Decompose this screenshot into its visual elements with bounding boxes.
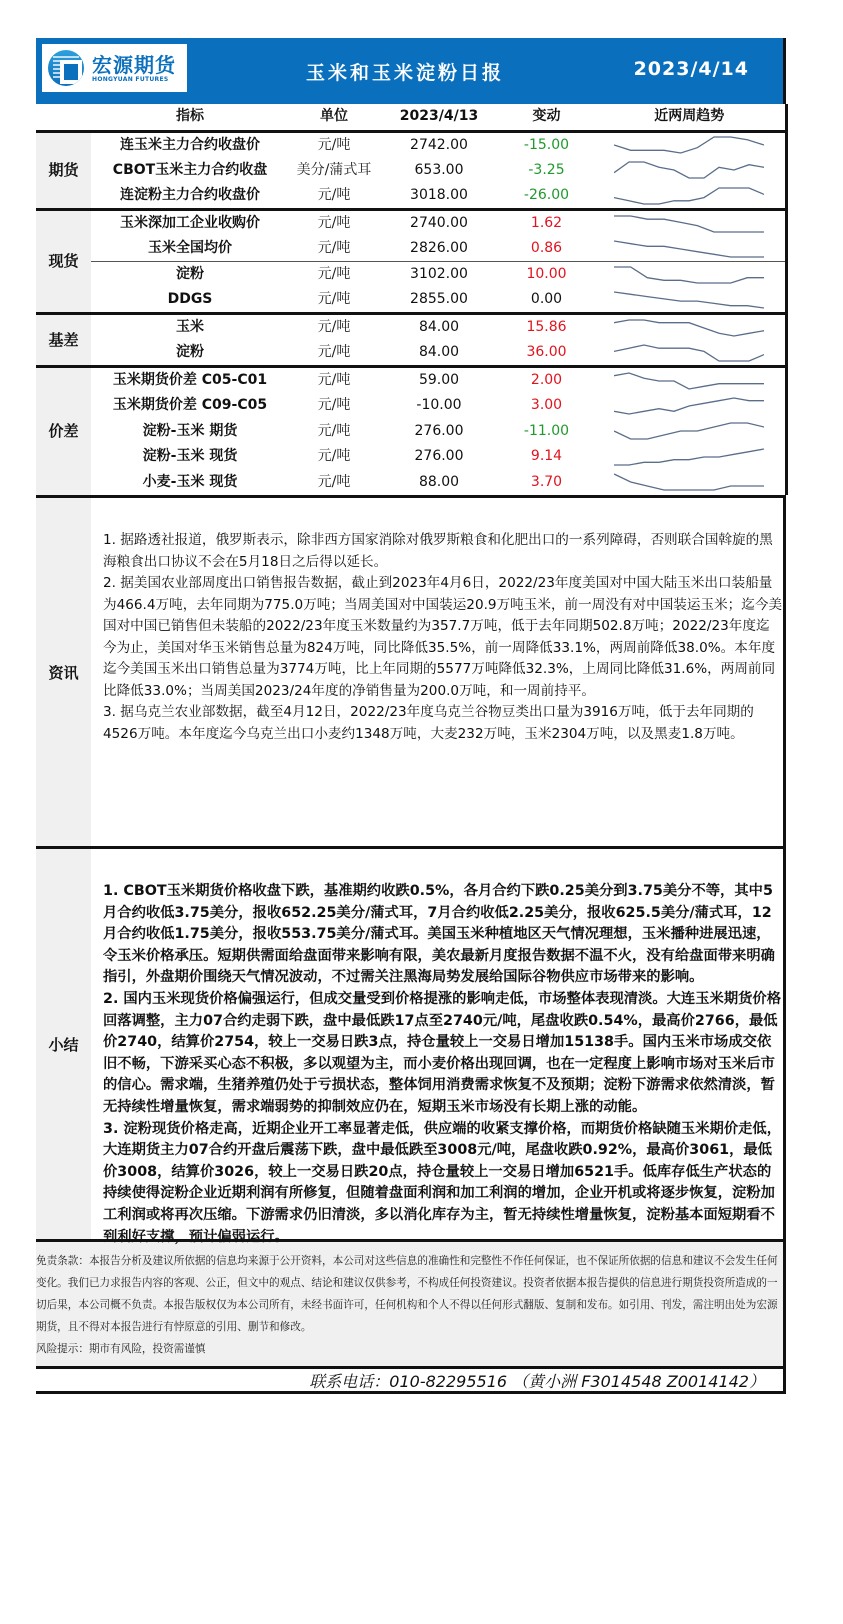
unit: 元/吨 bbox=[317, 422, 351, 439]
indicator-name: 小麦-玉米 现货 bbox=[142, 473, 238, 490]
category-label: 价差 bbox=[36, 367, 91, 496]
contact-line: 联系电话：010-82295516 （黄小洲 F3014548 Z0014142） bbox=[36, 1366, 786, 1394]
indicator-name: 玉米期货价差 C09-C05 bbox=[112, 397, 268, 414]
trend-sparkline bbox=[594, 287, 786, 314]
change-value: 3.00 bbox=[530, 397, 563, 414]
value: 2826.00 bbox=[410, 240, 468, 256]
change-value: 9.14 bbox=[530, 448, 563, 465]
table-row bbox=[36, 236, 786, 262]
col-change: 变动 bbox=[499, 104, 594, 131]
table-row bbox=[36, 419, 786, 445]
value: 3018.00 bbox=[410, 187, 468, 203]
change-value: 0.86 bbox=[530, 240, 563, 256]
news-item: 1. 据路透社报道，俄罗斯表示，除非西方国家消除对俄罗斯粮食和化肥出口的一系列障碍，否则联合国斡旋的黑海粮食出口协议不会在5月18日之后得以延长。 bbox=[103, 532, 773, 570]
table-row bbox=[36, 287, 786, 314]
indicator-name: CBOT玉米主力合约收盘 bbox=[112, 161, 268, 178]
table-row bbox=[36, 393, 786, 419]
change-value: -26.00 bbox=[523, 187, 570, 203]
change-value: 36.00 bbox=[526, 344, 567, 360]
trend-sparkline bbox=[594, 367, 786, 394]
change-value: 2.00 bbox=[499, 367, 594, 394]
value: 276.00 bbox=[414, 448, 464, 465]
unit: 元/吨 bbox=[289, 210, 379, 237]
sparkline-chart bbox=[614, 289, 764, 311]
unit: 元/吨 bbox=[289, 367, 379, 394]
unit: 元/吨 bbox=[317, 240, 351, 256]
indicator-table bbox=[36, 104, 788, 495]
sparkline-chart bbox=[614, 238, 764, 260]
trend-sparkline bbox=[594, 314, 786, 341]
logo-name-cn: 宏源期货 bbox=[92, 52, 176, 77]
unit: 美分/蒲式耳 bbox=[296, 161, 372, 178]
change-value: 10.00 bbox=[499, 262, 594, 288]
col-indicator: 指标 bbox=[91, 104, 289, 131]
summary-item: 2. 国内玉米现货价格偏强运行，但成交量受到价格提涨的影响走低，市场整体表现清淡。大连玉米期货价格回落调整，主力07合约走弱下跌，盘中最低跌17点至2740元/吨，尾盘收跌0.54%，最高价2766，最低价2740，结算价2754，较上一交易日跌3点，持仓量较上一交易日增加15138手。国内玉米市场成交依旧不畅，下游采买心态不积极，多以观望为主，而小麦价格出现回调，也在一定程度上影响市场对玉米后市的信心。需求端，生猪养殖仍处于亏损状态，整体饲用消费需求恢复不及预期；淀粉下游需求依然清淡，暂无持续性增量恢复，需求端弱势的抑制效应仍在，短期玉米市场没有长期上涨的动能。 bbox=[103, 990, 782, 1115]
indicator-name: 玉米期货价差 C05-C01 bbox=[91, 367, 289, 394]
table-row bbox=[36, 367, 786, 394]
value: -10.00 bbox=[416, 397, 462, 414]
report-title: 玉米和玉米淀粉日报 bbox=[306, 62, 505, 84]
value: 59.00 bbox=[379, 367, 499, 394]
unit: 元/吨 bbox=[317, 187, 351, 203]
news-body bbox=[91, 498, 783, 846]
table-row bbox=[36, 314, 786, 341]
indicator-name: 玉米深加工企业收购价 bbox=[91, 210, 289, 237]
disclaimer bbox=[36, 1239, 786, 1366]
sparkline-chart bbox=[614, 134, 764, 156]
summary-section bbox=[36, 846, 786, 1245]
unit: 元/吨 bbox=[317, 473, 351, 490]
change-value: -3.25 bbox=[528, 161, 565, 178]
news-item: 3. 据乌克兰农业部数据，截至4月12日，2022/23年度乌克兰谷物豆类出口量为3916万吨，低于去年同期的4526万吨。本年度迄今乌克兰出口小麦约1348万吨，大麦232万吨，玉米2304万吨，以及黑麦1.8万吨。 bbox=[103, 704, 754, 742]
logo-name-en: HONGYUAN FUTURES bbox=[92, 75, 169, 83]
news-section bbox=[36, 495, 786, 846]
sparkline-chart bbox=[614, 420, 764, 442]
trend-sparkline bbox=[594, 470, 786, 496]
trend-sparkline bbox=[594, 419, 786, 445]
indicator-name: DDGS bbox=[167, 291, 213, 307]
sparkline-chart bbox=[614, 264, 764, 286]
summary-label: 小结 bbox=[36, 849, 91, 1239]
trend-sparkline bbox=[594, 158, 786, 184]
unit: 元/吨 bbox=[289, 262, 379, 288]
trend-sparkline bbox=[594, 131, 786, 158]
table-row bbox=[36, 158, 786, 184]
indicator-name: 淀粉 bbox=[91, 262, 289, 288]
value: 276.00 bbox=[414, 422, 464, 439]
risk-warning: 风险提示：期市有风险，投资需谨慎 bbox=[36, 1343, 206, 1355]
trend-sparkline bbox=[594, 210, 786, 237]
indicator-name: 连玉米主力合约收盘价 bbox=[120, 136, 260, 153]
trend-sparkline bbox=[594, 236, 786, 262]
sparkline-chart bbox=[614, 342, 764, 364]
table-row bbox=[36, 470, 786, 496]
change-value: 0.00 bbox=[530, 291, 563, 307]
value: 2855.00 bbox=[410, 291, 468, 307]
sparkline-chart bbox=[614, 317, 764, 339]
sparkline-chart bbox=[614, 471, 764, 493]
sparkline-chart bbox=[614, 370, 764, 392]
unit: 元/吨 bbox=[317, 291, 351, 307]
indicator-name: 淀粉 bbox=[176, 344, 204, 360]
unit: 元/吨 bbox=[289, 314, 379, 341]
indicator-name: 连淀粉主力合约收盘价 bbox=[120, 187, 260, 203]
report-date: 2023/4/14 bbox=[633, 58, 749, 80]
sparkline-chart bbox=[614, 159, 764, 181]
summary-body bbox=[91, 849, 783, 1245]
summary-item: 1. CBOT玉米期货价格收盘下跌，基准期约收跌0.5%，各月合约下跌0.25美分到3.75美分不等，其中5月合约收低3.75美分，报收652.25美分/蒲式耳，7月合约收低2.25美分，报收625.5美分/蒲式耳，12月合约收低1.75美分，报收553.75美分/蒲式耳。美国玉米种植地区天气情况理想，玉米播种进展迅速，令玉米价格承压。短期供需面给盘面带来影响有限，美农最新月度报告数据不温不火，没有给盘面带来明确指引，外盘期价围绕天气情况波动，不过需关注黑海局势发展给国际谷物供应市场带来的影响。 bbox=[103, 883, 775, 986]
value: 84.00 bbox=[379, 314, 499, 341]
indicator-name: 玉米 bbox=[91, 314, 289, 341]
news-item: 2. 据美国农业部周度出口销售报告数据，截止到2023年4月6日，2022/23年度美国对中国大陆玉米出口装船量为466.4万吨，去年同期为775.0万吨；当周美国对中国装运20.9万吨玉米，前一周没有对中国装运玉米；迄今美国对中国已销售但未装船的2022/23年度玉米数量约为357.7万吨，低于去年同期502.8万吨；2022/23年度迄今为止，美国对华玉米销售总量为824万吨，同比降低35.5%，前一周降低33.1%，两周前降低38.0%。本年度迄今美国玉米出口销售总量为3774万吨，比上年同期的5577万吨降低32.3%，上周同比降低31.6%，两周前同比降低33.0%；当周美国2023/24年度的净销售量为200.0万吨，和一周前持平。 bbox=[103, 575, 783, 699]
indicator-name: 淀粉-玉米 现货 bbox=[142, 448, 238, 465]
logo-icon bbox=[48, 50, 84, 86]
indicator-name: 玉米全国均价 bbox=[148, 240, 232, 256]
value: 84.00 bbox=[418, 344, 460, 360]
table-row bbox=[36, 210, 786, 237]
trend-sparkline bbox=[594, 393, 786, 419]
sparkline-chart bbox=[614, 395, 764, 417]
trend-sparkline bbox=[594, 340, 786, 367]
category-label: 基差 bbox=[36, 314, 91, 367]
sparkline-chart bbox=[614, 446, 764, 468]
unit: 元/吨 bbox=[317, 448, 351, 465]
indicator-name: 淀粉-玉米 期货 bbox=[142, 422, 238, 439]
unit: 元/吨 bbox=[317, 344, 351, 360]
unit: 元/吨 bbox=[317, 136, 351, 153]
table-header-row bbox=[36, 104, 786, 131]
change-value: 3.70 bbox=[530, 473, 563, 490]
category-label: 现货 bbox=[36, 210, 91, 314]
news-label: 资讯 bbox=[36, 498, 91, 846]
sparkline-chart bbox=[614, 213, 764, 235]
table-row bbox=[36, 262, 786, 288]
table-row bbox=[36, 183, 786, 210]
value: 3102.00 bbox=[379, 262, 499, 288]
col-trend: 近两周趋势 bbox=[594, 104, 786, 131]
trend-sparkline bbox=[594, 262, 786, 288]
value: 88.00 bbox=[418, 473, 460, 490]
value: 2742.00 bbox=[410, 136, 468, 153]
value: 653.00 bbox=[414, 161, 464, 178]
change-value: -15.00 bbox=[523, 136, 570, 153]
report-header bbox=[36, 38, 786, 104]
table-row bbox=[36, 340, 786, 367]
change-value: -11.00 bbox=[523, 422, 570, 439]
daily-report bbox=[36, 38, 786, 1394]
col-date: 2023/4/13 bbox=[379, 104, 499, 131]
table-row bbox=[36, 444, 786, 470]
category-label: 期货 bbox=[36, 131, 91, 210]
col-unit: 单位 bbox=[289, 104, 379, 131]
trend-sparkline bbox=[594, 183, 786, 210]
unit: 元/吨 bbox=[317, 397, 351, 414]
table-row bbox=[36, 131, 786, 158]
sparkline-chart bbox=[614, 185, 764, 207]
trend-sparkline bbox=[594, 444, 786, 470]
value: 2740.00 bbox=[379, 210, 499, 237]
company-logo bbox=[42, 44, 187, 92]
change-value: 15.86 bbox=[499, 314, 594, 341]
summary-item: 3. 淀粉现货价格走高，近期企业开工率显著走低，供应端的收紧支撑价格，而期货价格缺随玉米期价走低，大连期货主力07合约开盘后震荡下跌，盘中最低跌至3008元/吨，尾盘收跌0.92%，最高价3061，最低价3008，结算价3026，较上一交易日跌20点，持仓量较上一交易日增加6521手。低库存低生产状态的持续使得淀粉企业近期利润有所修复，但随着盘面利润和加工利润的增加，企业开机或将逐步恢复，淀粉加工利润或将再次压缩。下游需求仍旧清淡，多以消化库存为主，暂无持续性增量恢复，淀粉基本面短期看不到利好支撑，预计偏弱运行。 bbox=[103, 1120, 782, 1245]
disclaimer-text: 免责条款：本报告分析及建议所依据的信息均来源于公开资料，本公司对这些信息的准确性和完整性不作任何保证，也不保证所依据的信息和建议不会发生任何变化。我们已力求报告内容的客观、公正，但文中的观点、结论和建议仅供参考，不构成任何投资建议。投资者依据本报告提供的信息进行期货投资所造成的一切后果，本公司概不负责。本报告版权仅为本公司所有，未经书面许可，任何机构和个人不得以任何形式翻版、复制和发布。如引用、刊发，需注明出处为宏源期货，且不得对本报告进行有悖原意的引用、删节和修改。 bbox=[36, 1255, 778, 1333]
change-value: 1.62 bbox=[499, 210, 594, 237]
